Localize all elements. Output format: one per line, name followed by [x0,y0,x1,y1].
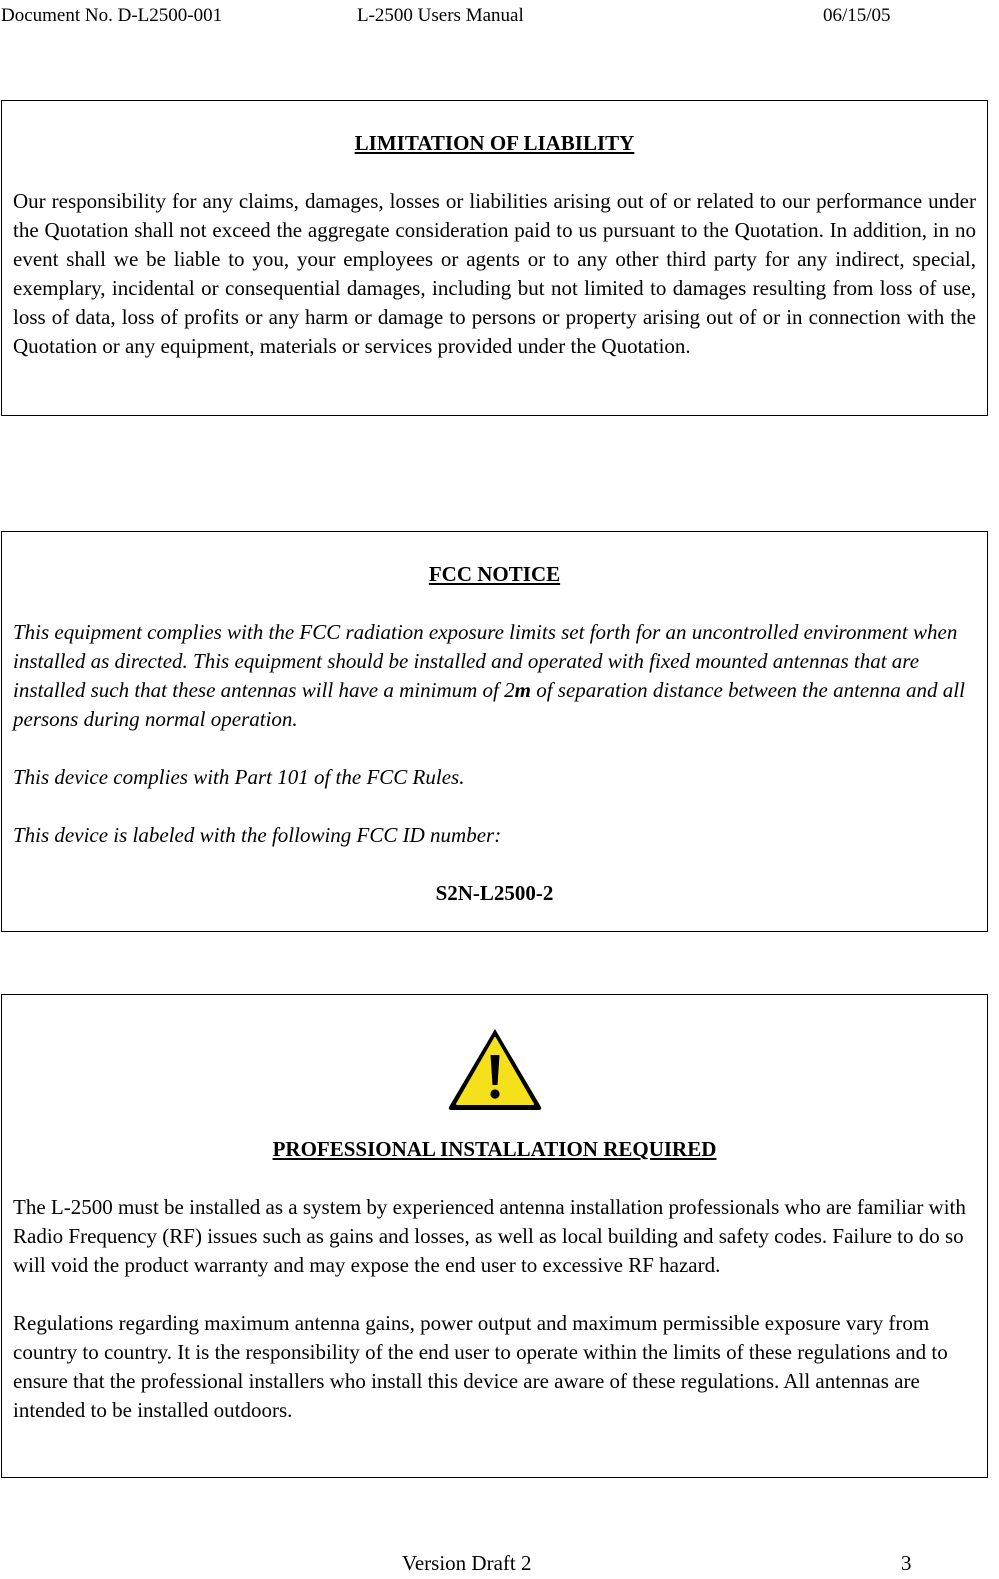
fcc-distance-unit: m [514,678,531,702]
warning-icon [445,1025,545,1113]
warning-icon-wrapper [13,1025,976,1113]
page-number: 3 [901,1551,912,1575]
page-footer [0,1550,999,1576]
version-label: Version Draft 2 [402,1551,532,1575]
liability-section [1,100,988,416]
regulations-paragraph: Regulations regarding maximum antenna gains, power output and maximum permissible exposure vary from country to country. It is the responsibility of the end user to operate within the limits of these regulations and to ensure that the professional installers who install this device are aware of these regulations. All antennas are intended to be installed outdoors. [13,1311,948,1422]
liability-title: LIMITATION OF LIABILITY [354,131,635,155]
fcc-part-101-paragraph: This device complies with Part 101 of the FCC Rules. [13,765,465,789]
fcc-id-number: S2N-L2500-2 [435,881,554,905]
professional-installation-section [1,994,988,1478]
document-date: 06/15/05 [823,5,891,26]
page-header [0,4,999,28]
document-number: Document No. D-L2500-001 [1,5,223,26]
fcc-exposure-text-start: This equipment complies with the FCC radiation exposure limits set forth for an uncontrolled environment when installed as directed. This equipment should be installed and operated with fixed mounted antennas that are installed such that these antennas will have a minimum of 2 [13,620,958,702]
fcc-exposure-paragraph [13,618,976,734]
professional-installation-title: PROFESSIONAL INSTALLATION REQUIRED [272,1137,717,1161]
fcc-id-label: This device is labeled with the following FCC ID number: [13,823,502,847]
liability-body: Our responsibility for any claims, damages, losses or liabilities arising out of or related to our performance under the Quotation shall not exceed the aggregate consideration paid to us pursuant to the Quotation. In addition, in no event shall we be liable to you, your employees or agents or to any other third party for any indirect, special, exemplary, incidental or consequential damages, including but not limited to damages resulting from loss of use, loss of data, loss of profits or any harm or damage to persons or property arising out of or in connection with the Quotation or any equipment, materials or services provided under the Quotation. [13,189,976,358]
fcc-exposure-text-end: of separation distance between the antenna and all persons during normal operation. [13,678,965,731]
fcc-notice-title: FCC NOTICE [428,562,561,586]
installation-paragraph: The L-2500 must be installed as a system by experienced antenna installation professionals who are familiar with Radio Frequency (RF) issues such as gains and losses, as well as local building and safety codes. Failure to do so will void the product warranty and may expose the end user to excessive RF hazard. [13,1195,966,1277]
manual-title: L-2500 Users Manual [357,5,524,26]
fcc-notice-section [1,531,988,932]
